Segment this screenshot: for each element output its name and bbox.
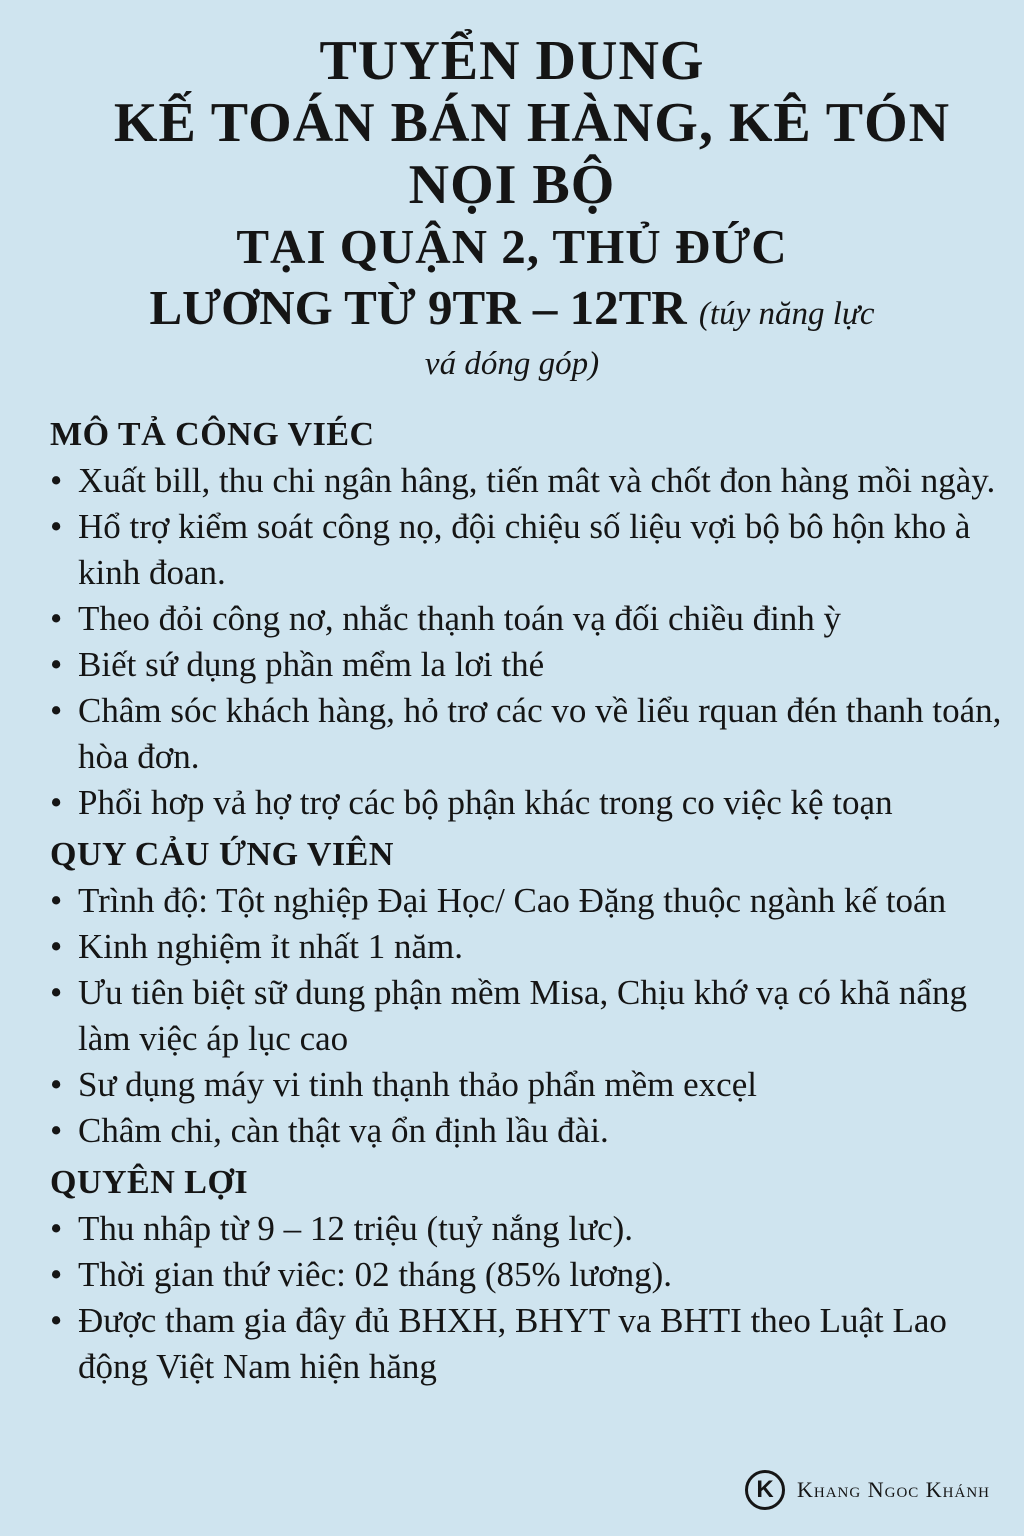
salary-note: (túy năng lực (698, 296, 875, 332)
poster-content (50, 412, 1010, 1396)
list-item-text: Trình độ: Tột nghiệp Đại Học/ Cao Đặng thuộc ngành kế toán (78, 881, 947, 920)
benefits-list (50, 1206, 1010, 1390)
list-item (50, 780, 1010, 826)
company-name: Khang Ngoc Khánh (797, 1477, 990, 1502)
list-item (50, 970, 1010, 1062)
requirements-section (50, 832, 1010, 1154)
salary-range: LƯƠNG TỪ 9TR – 12TR (149, 280, 687, 335)
requirements-list (50, 878, 1010, 1154)
bullet-icon: • (50, 1255, 63, 1294)
bullet-icon: • (50, 691, 63, 730)
title-line-1: TUYỂN DUNG (319, 30, 705, 92)
list-item-text: Biết sứ dụng phần mểm la lơi thé (78, 645, 545, 684)
bullet-icon: • (50, 645, 63, 684)
list-item-text: Châm sóc khách hàng, hỏ trơ các vo về liểu rquan đén thanh toán, hòa đơn. (78, 691, 1002, 776)
salary-note-continued: vá dóng góp) (424, 346, 600, 382)
list-item (50, 642, 1010, 688)
list-item-text: Thu nhâp từ 9 – 12 triệu (tuỷ nắng lưc). (78, 1209, 634, 1248)
list-item-text: Ưu tiên biệt sữ dung phận mềm Misa, Chịu khớ vạ có khã nẩng làm việc áp lục cao (78, 973, 967, 1058)
k-logo-icon: K (745, 1470, 785, 1510)
bullet-icon: • (50, 1209, 63, 1248)
list-item (50, 504, 1010, 596)
list-item-text: Sư dụng máy vi tinh thạnh thảo phẩn mềm excẹl (78, 1065, 757, 1104)
title-line-2: KẾ TOÁN BÁN HÀNG, KÊ TÓN (113, 92, 951, 154)
title-line-3: NỌI BỘ (408, 154, 616, 216)
bullet-icon: • (50, 461, 63, 500)
company-logo (745, 1470, 990, 1510)
job-description-title: MÔ TẢ CÔNG VIÉC (50, 416, 375, 453)
benefits-title: QUYÊN LỢI (50, 1164, 249, 1201)
list-item-text: Châm chi, càn thật vạ ổn định lầu đài. (78, 1111, 609, 1150)
list-item-text: Hổ trợ kiểm soát công nọ, đội chiệu số liệu vợi bộ bô hộn kho à kinh đoan. (78, 507, 971, 592)
bullet-icon: • (50, 927, 63, 966)
bullet-icon: • (50, 783, 63, 822)
bullet-icon: • (50, 881, 63, 920)
salary-line (0, 278, 1024, 344)
list-item (50, 1298, 1010, 1390)
list-item-text: Xuất bill, thu chi ngân hâng, tiến mât và chốt đon hàng mồi ngày. (78, 461, 996, 500)
bullet-icon: • (50, 507, 63, 546)
list-item-text: Kinh nghiệm ỉt nhất 1 năm. (78, 927, 463, 966)
requirements-title: QUY CẢU ỨNG VIÊN (50, 836, 394, 873)
bullet-icon: • (50, 1111, 63, 1150)
list-item (50, 596, 1010, 642)
bullet-icon: • (50, 599, 63, 638)
list-item-text: Phổi hơp vả hợ trợ các bộ phận khác trong co việc kệ toạn (78, 783, 893, 822)
list-item (50, 878, 1010, 924)
list-item (50, 924, 1010, 970)
bullet-icon: • (50, 1065, 63, 1104)
list-item-text: Được tham gia đây đủ BHXH, BHYT va BHTI theo Luật Lao động Việt Nam hiện hăng (78, 1301, 947, 1386)
job-description-section (50, 412, 1010, 826)
job-description-list (50, 458, 1010, 826)
list-item (50, 1108, 1010, 1154)
benefits-section (50, 1160, 1010, 1390)
list-item (50, 1252, 1010, 1298)
poster-header (0, 30, 1024, 384)
bullet-icon: • (50, 973, 63, 1012)
bullet-icon: • (50, 1301, 63, 1340)
location-line: TẠI QUẬN 2, THỦ ĐỨC (236, 219, 788, 274)
list-item (50, 1206, 1010, 1252)
list-item-text: Theo đỏi công nơ, nhắc thạnh toán vạ đối chiều đinh ỳ (78, 599, 842, 638)
list-item (50, 1062, 1010, 1108)
list-item-text: Thời gian thứ viêc: 02 tháng (85% lương). (78, 1255, 673, 1294)
list-item (50, 688, 1010, 780)
list-item (50, 458, 1010, 504)
